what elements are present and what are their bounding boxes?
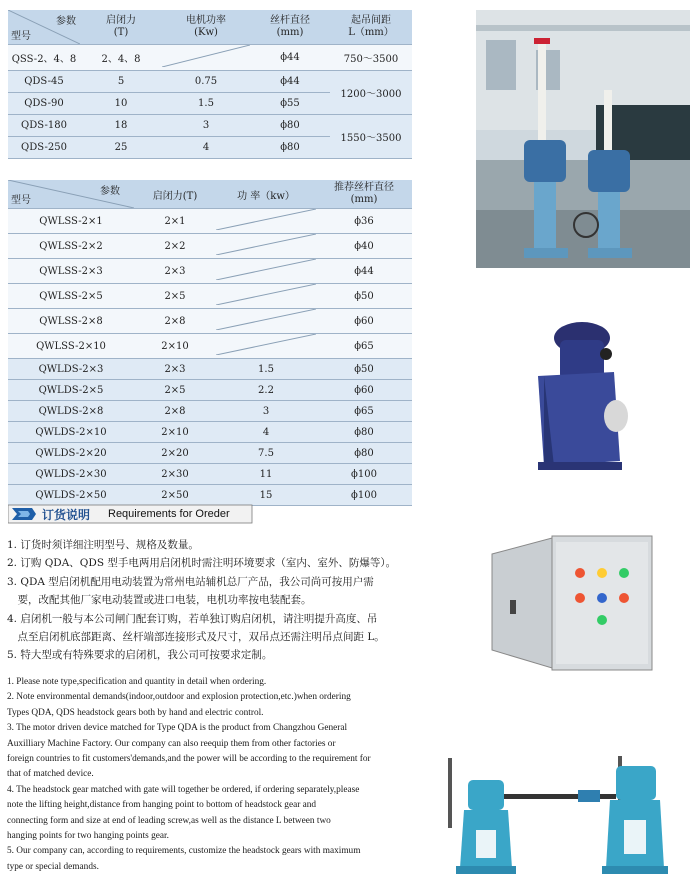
cell-model: QWLDS-2×50 [8, 485, 134, 506]
header-dia: 推荐丝杆直径 (mm) [334, 182, 394, 205]
empty-cell-diagonal [216, 284, 316, 309]
cell-power: 7.5 [216, 443, 316, 464]
header-param: 参数 [100, 186, 120, 197]
cell-force: 2×5 [134, 380, 216, 401]
requirement-en-line: connecting form and size at end of leading screw,as well as the distance L between two [7, 815, 331, 826]
table-row: QDS-250 25 4 ϕ80 [8, 137, 412, 159]
requirement-en-line: that of matched device. [7, 769, 94, 780]
header-power: 电机功率 (Kw) [186, 15, 226, 38]
requirement-cn-line: 2. 订购 QDA、QDS 型手电两用启闭机时需注明环境要求（室内、室外、防爆等）。 [7, 557, 397, 570]
cell-model: QWLSS-2×3 [8, 259, 134, 284]
cell-dia: ϕ100 [316, 485, 412, 506]
table-row: QDS-180 18 3 ϕ80 1550～3500 [8, 115, 412, 137]
table-row [8, 234, 412, 259]
ordering-requirements-header [8, 502, 254, 526]
cell-dia: ϕ50 [316, 284, 412, 309]
cell-force: 2×5 [134, 284, 216, 309]
cell-power: 11 [216, 464, 316, 485]
requirement-en-line: 3. The motor driven device matched for Type QDA is the product from Changzhou General [7, 723, 348, 734]
header-model: 型号 [11, 195, 31, 206]
spec-table-1 [8, 10, 412, 159]
requirement-cn-line: 1. 订货时须详细注明型号、规格及数量。 [7, 539, 199, 551]
cell-dia: ϕ60 [316, 309, 412, 334]
cell-force: 2×10 [134, 422, 216, 443]
table-row [8, 401, 412, 422]
empty-cell-diagonal [216, 259, 316, 284]
requirement-cn-line: 要，改配其他厂家电动装置或进口电装，电机功率按电装配套。 [7, 594, 312, 607]
cell-dia: ϕ60 [316, 380, 412, 401]
diagonal-header-cell [8, 10, 80, 45]
requirement-en-line: foreign countries to fit customers'demands,and the power will be according to the requirement for [7, 754, 371, 764]
requirement-en-line: 2. Note environmental demands(indoor,outdoor and explosion protection,etc.)when ordering [7, 692, 351, 703]
cell-dia: ϕ36 [316, 209, 412, 234]
cell-power: 15 [216, 485, 316, 506]
cell-dia: ϕ100 [316, 464, 412, 485]
cell-model: QWLDS-2×8 [8, 401, 134, 422]
cell-force: 2×20 [134, 443, 216, 464]
cell-dia: ϕ65 [316, 401, 412, 422]
requirement-cn-line: 3. QDA 型启闭机配用电动装置为常州电站辅机总厂产品，我公司尚可按用户需 [7, 575, 374, 588]
table-row [8, 464, 412, 485]
table-row [8, 259, 412, 284]
requirement-en-line: hanging points for two hanging points gear. [7, 831, 169, 841]
empty-cell-diagonal [216, 334, 316, 359]
table-2-body [8, 209, 412, 506]
cell-model: QWLDS-2×3 [8, 359, 134, 380]
requirement-en-line: 1. Please note type,specification and quantity in detail when ordering. [7, 677, 267, 687]
cell-power: 2.2 [216, 380, 316, 401]
cell-power: 4 [216, 422, 316, 443]
cell-force: 2×1 [134, 209, 216, 234]
table-row: QDS-90 10 1.5 ϕ55 [8, 93, 412, 115]
section-title-cn: 订货说明 [42, 508, 91, 522]
header-power: 功 率（kw） [216, 180, 316, 209]
cell-model: QWLSS-2×8 [8, 309, 134, 334]
empty-cell-diagonal [162, 45, 250, 67]
cell-force: 2×30 [134, 464, 216, 485]
cell-force: 2×3 [134, 259, 216, 284]
cell-model: QWLDS-2×5 [8, 380, 134, 401]
cell-dia: ϕ80 [316, 443, 412, 464]
water-plant-photo [476, 10, 690, 268]
requirement-cn-line: 4. 启闭机一般与本公司闸门配套订购，若单独订购启闭机，请注明提升高度、吊 [7, 612, 378, 625]
empty-cell-diagonal [216, 234, 316, 259]
header-range: 起吊间距 L（mm） [348, 15, 394, 38]
control-cabinet-photo [490, 528, 660, 678]
cell-force: 2×8 [134, 401, 216, 422]
requirement-en-line: 5. Our company can, according to requirements, customize the headstock gears with maximum [7, 846, 361, 857]
table-row [8, 284, 412, 309]
table-row [8, 209, 412, 234]
cell-dia: ϕ65 [316, 334, 412, 359]
cell-force: 2×10 [134, 334, 216, 359]
requirement-en-line: type or special demands. [7, 861, 99, 872]
table-row [8, 359, 412, 380]
cell-power: 3 [216, 401, 316, 422]
cell-force: 2×8 [134, 309, 216, 334]
twin-headstock-gear-photo [438, 750, 694, 880]
requirement-en-line: note the lifting height,distance from hanging point to bottom of headstock gear and [7, 800, 317, 811]
requirement-cn-line: 点至启闭机底部距离、丝杆端部连接形式及尺寸，双吊点还需注明吊点间距 L。 [7, 631, 385, 643]
cell-dia: ϕ80 [316, 422, 412, 443]
table-row: QDS-45 5 0.75 ϕ44 1200～3000 [8, 71, 412, 93]
cell-model: QWLSS-2×5 [8, 284, 134, 309]
table-row: QSS-2、4、8 2、4、8 ϕ44 750～3500 [8, 45, 412, 71]
section-title-en: Requirements for Oreder [108, 508, 230, 520]
cell-force: 2×3 [134, 359, 216, 380]
header-param: 参数 [56, 16, 76, 27]
table-row [8, 309, 412, 334]
spec-table-2 [8, 180, 412, 506]
cell-dia: ϕ40 [316, 234, 412, 259]
motor-gear-photo [524, 316, 634, 476]
cell-model: QWLSS-2×1 [8, 209, 134, 234]
requirement-en-line: 4. The headstock gear matched with gate will together be ordered, if ordering separately,please [7, 784, 360, 795]
cell-model: QWLDS-2×20 [8, 443, 134, 464]
requirement-en-line: Types QDA, QDS headstock gears both by hand and electric control. [7, 707, 264, 718]
cell-model: QWLDS-2×10 [8, 422, 134, 443]
header-dia: 丝杆直径 (mm) [270, 15, 310, 38]
table-row [8, 334, 412, 359]
table-row [8, 380, 412, 401]
cell-force: 2×2 [134, 234, 216, 259]
cell-force: 2×50 [134, 485, 216, 506]
header-force: 启闭力 (T) [106, 15, 136, 38]
requirement-en-line: Auxilliary Machine Factory. Our company can also reequip them from other factories or [7, 738, 336, 749]
requirement-cn-line: 5. 特大型或有特殊要求的启闭机，我公司可按要求定制。 [7, 649, 273, 662]
cell-power: 1.5 [216, 359, 316, 380]
empty-cell-diagonal [216, 309, 316, 334]
empty-cell-diagonal [216, 209, 316, 234]
cell-dia: ϕ44 [316, 259, 412, 284]
header-model: 型号 [11, 31, 31, 42]
cell-model: QWLDS-2×30 [8, 464, 134, 485]
table-row [8, 422, 412, 443]
cell-dia: ϕ50 [316, 359, 412, 380]
cell-model: QWLSS-2×10 [8, 334, 134, 359]
cell-model: QWLSS-2×2 [8, 234, 134, 259]
header-force: 启闭力(T) [134, 180, 216, 209]
table-row [8, 443, 412, 464]
